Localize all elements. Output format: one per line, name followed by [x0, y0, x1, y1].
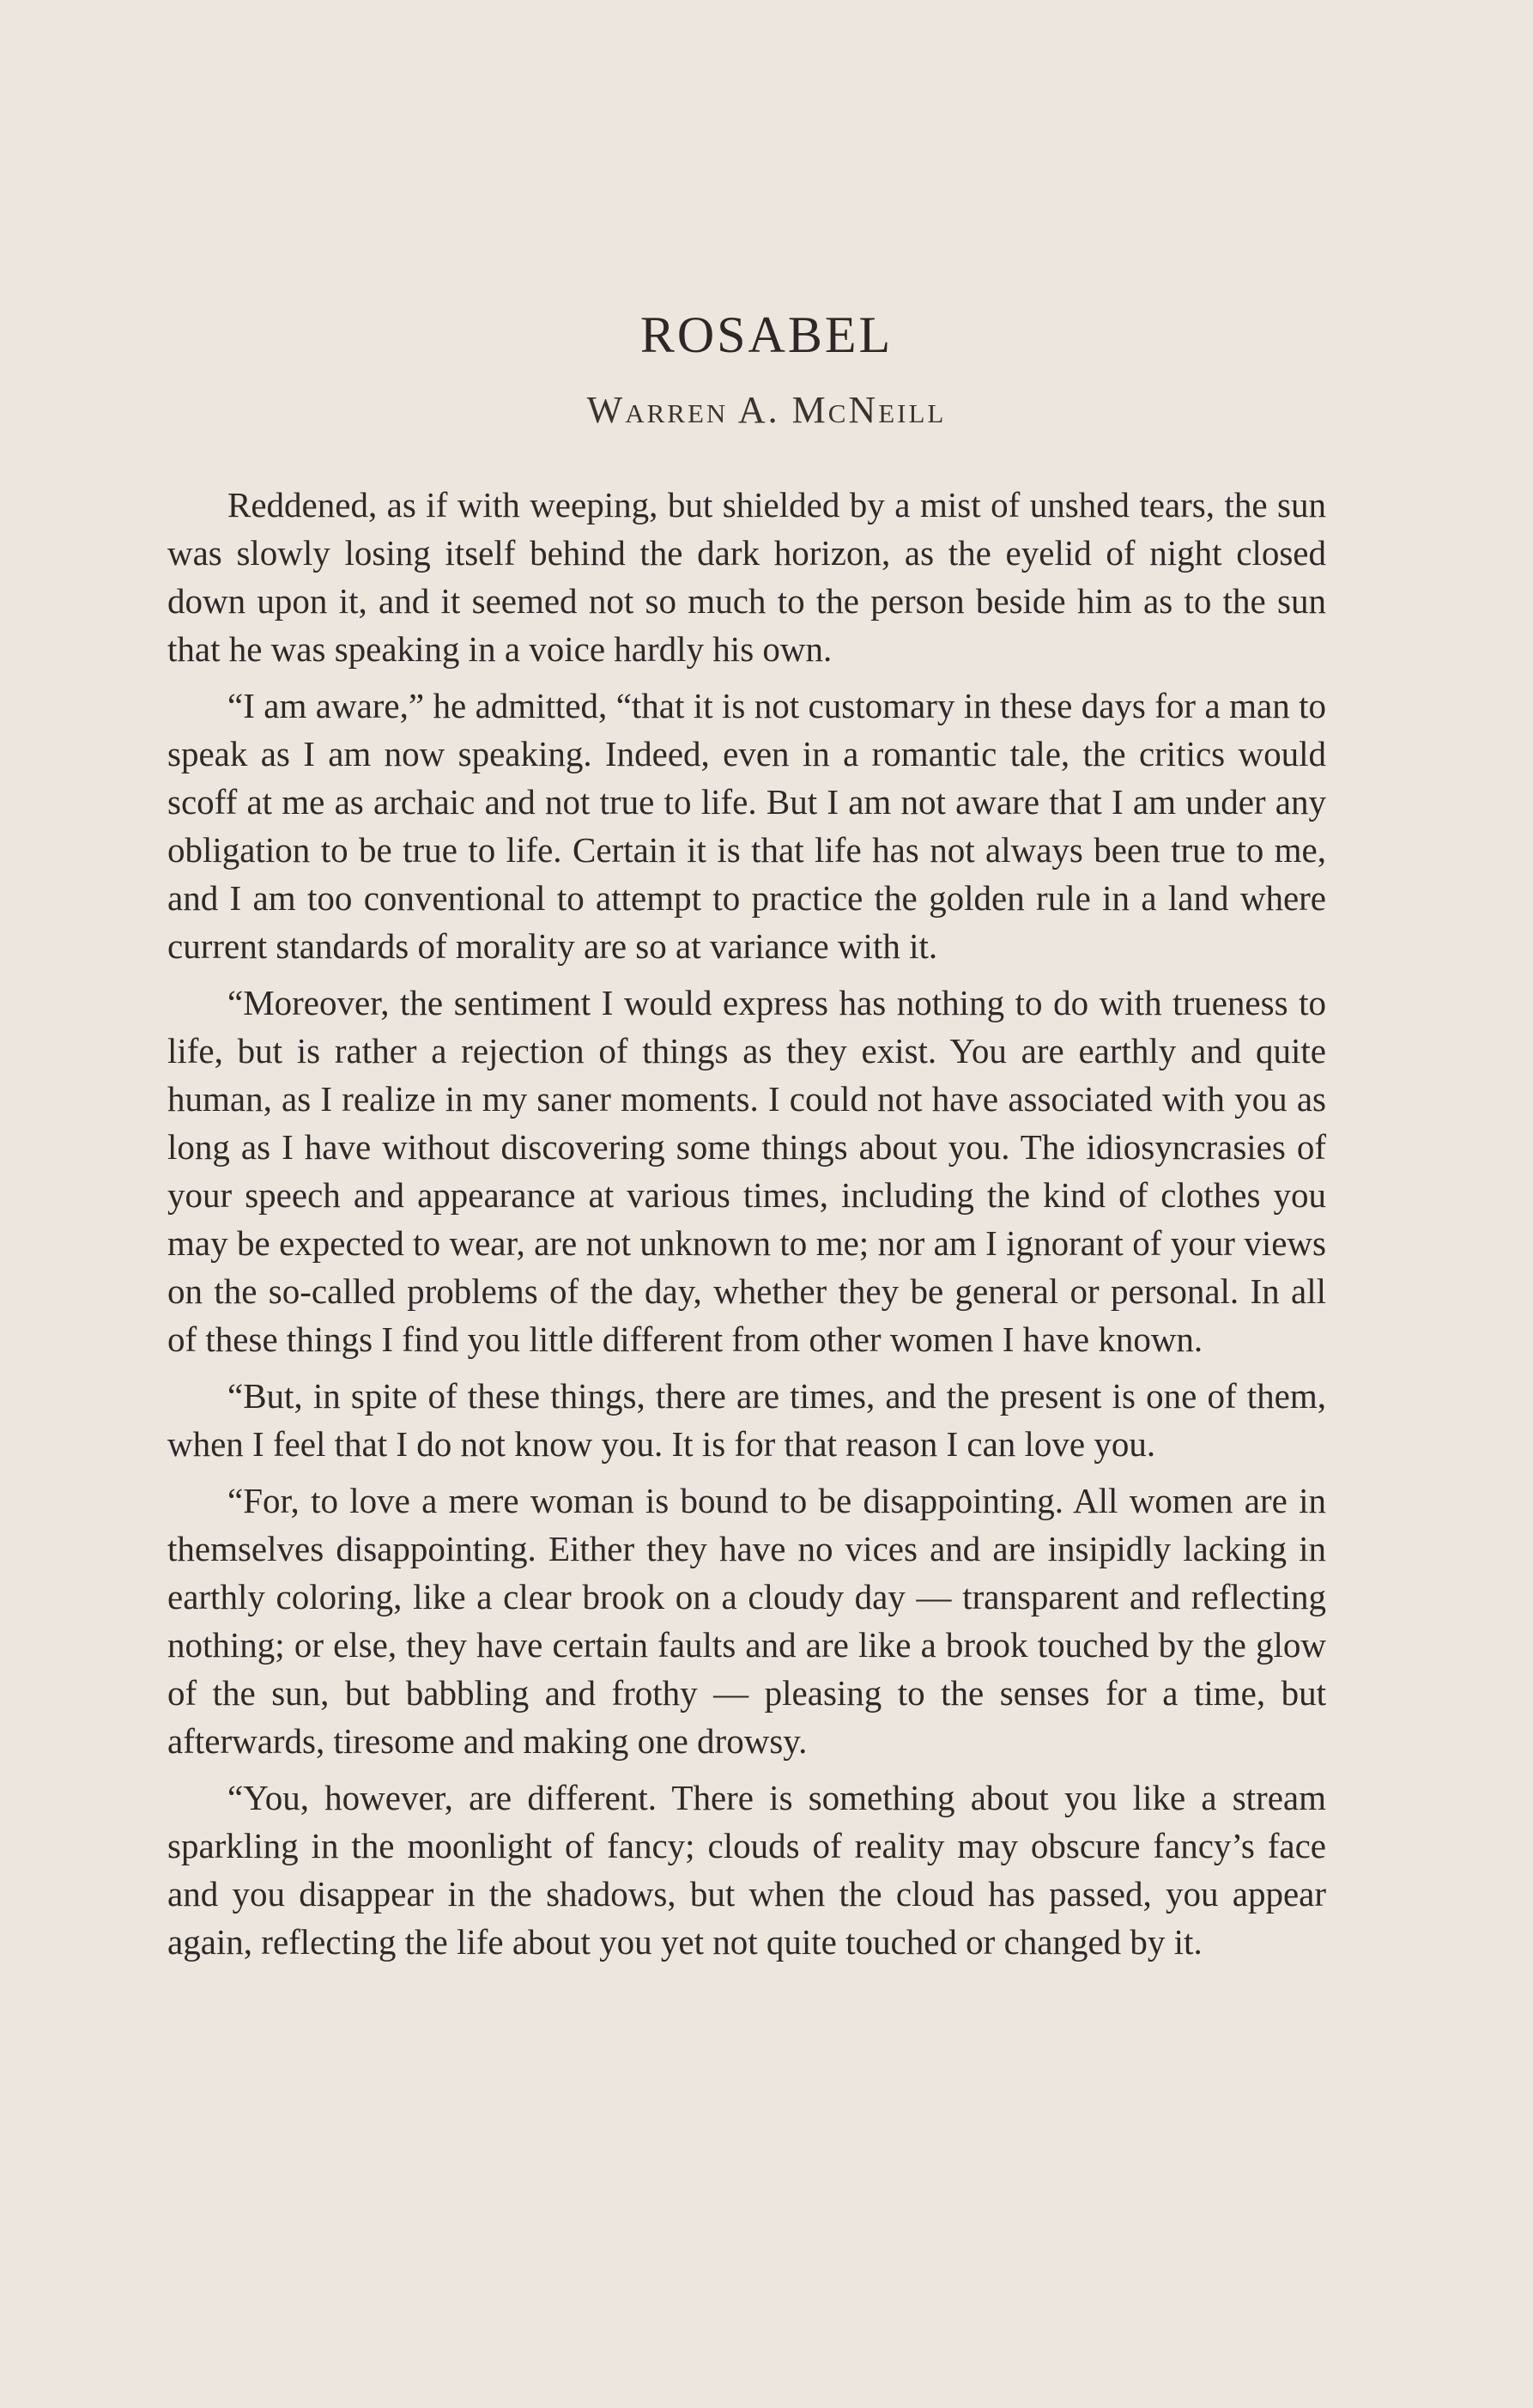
paragraph-4: “But, in spite of these things, there are times, and the present is one of them, when I feel that I do not know you. It is for that reason I can love you.	[167, 1376, 1326, 1464]
story-title: ROSABEL	[639, 306, 894, 363]
paragraph-1: Reddened, as if with weeping, but shielded by a mist of unshed tears, the sun was slowly losing itself behind the dark horizon, as the eyelid of night closed down upon it, and it seemed not so much to the person beside him as to the sun that he was speaking in a voice hardly his own.	[167, 485, 1326, 669]
story-author: Warren A. McNeill	[586, 389, 947, 431]
paragraph-5: “For, to love a mere woman is bound to be disappointing. All women are in themselves disappointing. Either they have no vices and are insipidly lacking in earthly coloring, like a clear brook on a cloudy day — transparent and reflecting nothing; or else, they have certain faults and are like a brook touched by the glow of the sun, but babbling and frothy — pleasing to the senses for a time, but afterwards, tiresome and making one drowsy.	[167, 1481, 1326, 1761]
paragraph-6: “You, however, are different. There is something about you like a stream sparkling in the moonlight of fancy; clouds of reality may obscure fancy’s face and you disappear in the shadows, but when the cloud has passed, you appear again, reflecting the life about you yet not quite touched or changed by it.	[167, 1778, 1326, 1962]
story-body	[167, 481, 1326, 1974]
paragraph-3: “Moreover, the sentiment I would express has nothing to do with trueness to life, but is rather a rejection of things as they exist. You are earthly and quite human, as I realize in my saner moments. I could not have associated with you as long as I have without discovering some things about you. The idiosyncrasies of your speech and appearance at various times, including the kind of clothes you may be expected to wear, are not unknown to me; nor am I ignorant of your views on the so-called problems of the day, whether they be general or personal. In all of these things I find you little different from other women I have known.	[167, 983, 1326, 1359]
paragraph-2: “I am aware,” he admitted, “that it is not customary in these days for a man to speak as I am now speaking. Indeed, even in a romantic tale, the critics would scoff at me as archaic and not true to life. But I am not aware that I am under any obligation to be true to life. Certain it is that life has not always been true to me, and I am too conventional to attempt to practice the golden rule in a land where current standards of morality are so at variance with it.	[167, 686, 1326, 966]
